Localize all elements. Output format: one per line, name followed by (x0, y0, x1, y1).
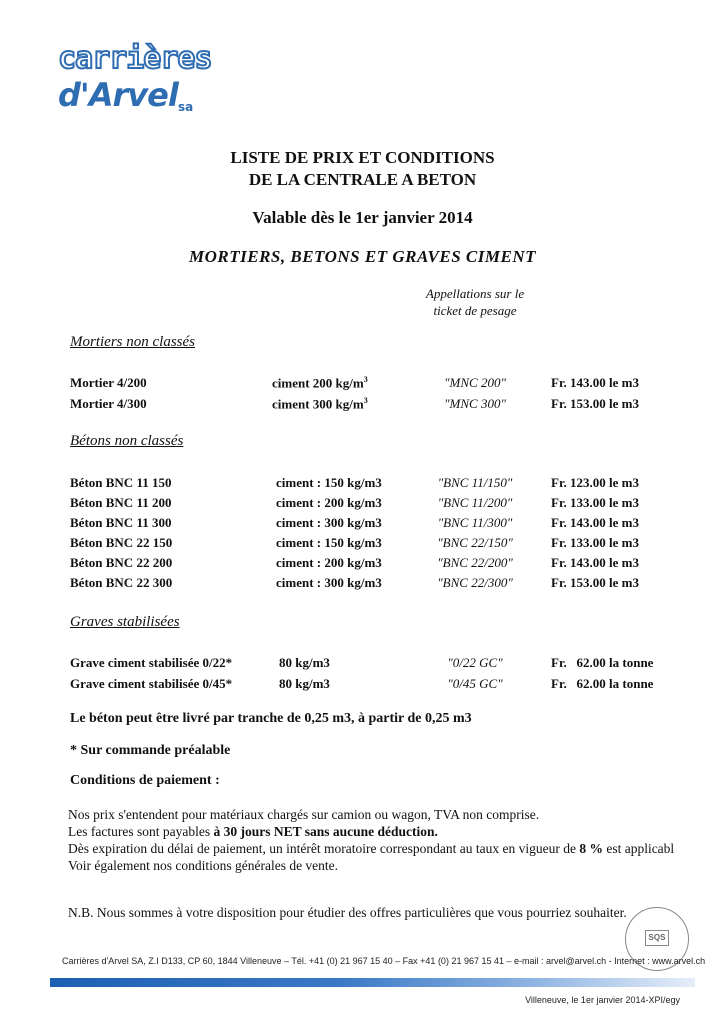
ticket-code: "MNC 300" (444, 396, 506, 411)
table-row (0, 475, 725, 493)
product-name: Béton BNC 11 150 (70, 475, 172, 490)
table-row (0, 655, 725, 673)
price: Fr. 62.00 la tonne (551, 655, 654, 670)
ticket-code: "0/22 GC" (447, 655, 503, 670)
cement-dosage: 80 kg/m3 (279, 676, 330, 691)
price: Fr. 153.00 le m3 (551, 396, 639, 411)
table-row (0, 575, 725, 593)
validity-date: Valable dès le 1er janvier 2014 (252, 208, 473, 227)
company-logo (58, 41, 218, 114)
ticket-code: "0/45 GC" (447, 676, 503, 691)
footer-address: Carrières d'Arvel SA, Z.I D133, CP 60, 1844 Villeneuve – Tél. +41 (0) 21 967 15 40 – Fax +41 (0) 21 967 15 41 – e-mail : arvel@arvel.ch - Internet : www.arvel.ch (62, 956, 706, 966)
payment-line-1: Nos prix s'entendent pour matériaux chargés sur camion ou wagon, TVA non comprise. (68, 807, 540, 822)
product-name: Grave ciment stabilisée 0/22* (70, 655, 233, 670)
section-title-betons: Bétons non classés (70, 433, 184, 449)
appellations-label-1: Appellations sur le (425, 286, 525, 301)
product-name: Béton BNC 22 200 (70, 555, 173, 570)
table-row (0, 375, 725, 393)
footer-bar (50, 978, 695, 987)
title-line1: LISTE DE PRIX ET CONDITIONS (230, 148, 495, 167)
logo-suffix: sa (178, 100, 194, 114)
product-name: Mortier 4/300 (70, 396, 147, 411)
payment-line-4: Voir également nos conditions générales de vente. (68, 858, 339, 873)
price: Fr. 62.00 la tonne (551, 676, 654, 691)
ticket-code: "MNC 200" (444, 375, 506, 390)
ticket-code: "BNC 11/150" (437, 475, 513, 490)
product-name: Mortier 4/200 (70, 375, 147, 390)
price: Fr. 123.00 le m3 (551, 475, 639, 490)
cement-dosage: ciment 300 $kg/m^3$ (272, 396, 368, 412)
ticket-code: "BNC 11/200" (437, 495, 513, 510)
cement-dosage: ciment : 300 kg/m3 (276, 575, 382, 590)
cement-dosage: ciment : 300 kg/m3 (276, 515, 382, 530)
payment-line-3: Dès expiration du délai de paiement, un intérêt moratoire correspondant au taux en vigueur de 8 % est applicabl (68, 841, 675, 856)
price: Fr. 143.00 le m3 (551, 515, 639, 530)
table-row (0, 495, 725, 513)
price: Fr. 153.00 le m3 (551, 575, 639, 590)
appellations-label-2: ticket de pesage (433, 303, 517, 318)
product-name: Grave ciment stabilisée 0/45* (70, 676, 233, 691)
price: Fr. 143.00 le m3 (551, 555, 639, 570)
ticket-code: "BNC 22/200" (437, 555, 513, 570)
tranche-note: Le béton peut être livré par tranche de 0,25 m3, à partir de 0,25 m3 (70, 711, 472, 726)
cement-dosage: 80 kg/m3 (279, 655, 330, 670)
logo-line2: d'Arvel (58, 76, 178, 114)
cement-dosage: ciment : 200 kg/m3 (276, 555, 382, 570)
logo-line1: carrières (58, 41, 212, 76)
ticket-code: "BNC 22/300" (437, 575, 513, 590)
product-name: Béton BNC 11 300 (70, 515, 172, 530)
section-title-graves: Graves stabilisées (70, 614, 180, 630)
table-row (0, 396, 725, 414)
table-row (0, 676, 725, 694)
price: Fr. 133.00 le m3 (551, 535, 639, 550)
cement-dosage: ciment : 200 kg/m3 (276, 495, 382, 510)
section-title-mortiers: Mortiers non classés (70, 334, 195, 350)
product-name: Béton BNC 22 150 (70, 535, 173, 550)
title-line2: DE LA CENTRALE A BETON (248, 170, 477, 189)
price: Fr. 143.00 le m3 (551, 375, 639, 390)
price: Fr. 133.00 le m3 (551, 495, 639, 510)
payment-line-2: Les factures sont payables à 30 jours NET sans aucune déduction. (68, 824, 438, 839)
cement-dosage: ciment 200 $kg/m^3$ (272, 375, 368, 391)
table-row (0, 515, 725, 533)
cement-dosage: ciment : 150 kg/m3 (276, 475, 382, 490)
ticket-code: "BNC 11/300" (437, 515, 513, 530)
table-row (0, 535, 725, 553)
ticket-code: "BNC 22/150" (437, 535, 513, 550)
product-name: Béton BNC 22 300 (70, 575, 173, 590)
payment-conditions-heading: Conditions de paiement : (70, 773, 220, 788)
order-note: * Sur commande préalable (70, 743, 231, 758)
table-row (0, 555, 725, 573)
cement-dosage: ciment : 150 kg/m3 (276, 535, 382, 550)
footer-date: Villeneuve, le 1er janvier 2014-XPI/egy (525, 995, 680, 1005)
document-subtitle: MORTIERS, BETONS ET GRAVES CIMENT (189, 247, 536, 266)
product-name: Béton BNC 11 200 (70, 495, 172, 510)
nb-note: N.B. Nous sommes à votre disposition pour étudier des offres particulières que vous pourriez souhaiter. (68, 905, 627, 920)
seal-logo: SQS (645, 930, 669, 946)
